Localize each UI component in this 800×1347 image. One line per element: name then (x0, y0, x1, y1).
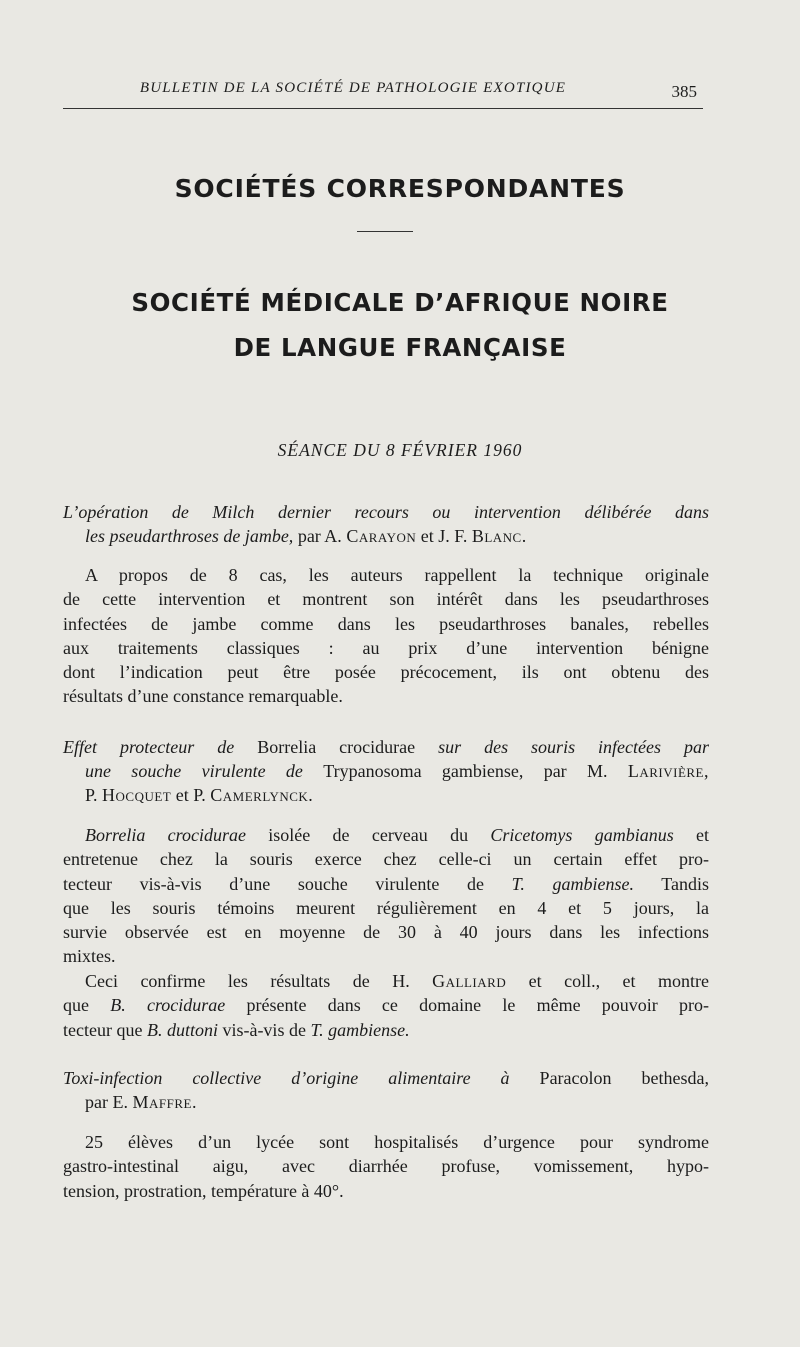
article-3-title (63, 1066, 709, 1114)
author-name: Hocquet (102, 785, 172, 805)
title-rule (357, 231, 413, 232)
author-name: Maffre. (132, 1092, 197, 1112)
body-line: 25 élèves d’un lycée sont hospitalisés d’urgence pour syndrome (85, 1132, 709, 1152)
body-line: gastro-intestinal aigu, avec diarrhée profuse, vomissement, hypo- (63, 1156, 709, 1177)
article-2-body-paragraph-2 (63, 969, 709, 1042)
article-2-title-line-3: P. Hocquet et P. Camerlynck. (85, 785, 314, 805)
body-line: Ceci confirme les résultats de H. Galliard et coll., et montre (85, 971, 709, 991)
body-line: de cette intervention et montrent son intérêt dans les pseudarthroses (63, 589, 709, 610)
article-2-title-line-2: une souche virulente de Trypanosoma gambiense, par M. Larivière, (85, 761, 709, 781)
article-3-title-line-2: par E. Maffre. (85, 1092, 197, 1112)
article-2-title-line-1: Effet protecteur de Borrelia crocidurae sur des souris infectées par (63, 737, 709, 757)
body-line: infectées de jambe comme dans les pseudarthroses banales, rebelles (63, 613, 709, 634)
body-line: que les souris témoins meurent régulièrement en 4 et 5 jours, la (63, 897, 709, 918)
author-name: Galliard (432, 971, 507, 991)
article-2-body-paragraph-1 (63, 823, 709, 969)
body-line: mixtes. (63, 946, 116, 967)
article-1-title (63, 500, 709, 548)
body-line: tension, prostration, température à 40°. (63, 1180, 344, 1201)
session-heading: SÉANCE DU 8 FÉVRIER 1960 (277, 440, 523, 460)
article-1-title-line-2: les pseudarthroses de jambe, par A. Carayon et J. F. Blanc. (85, 526, 527, 546)
running-header (63, 78, 703, 109)
article-1-title-line-1: L’opération de Milch dernier recours ou intervention délibérée dans (63, 502, 709, 522)
author-name: Blanc. (471, 526, 527, 546)
society-title-line-2: DE LANGUE FRANÇAISE (233, 333, 567, 362)
author-name: Carayon (346, 526, 417, 546)
body-line: tecteur vis-à-vis d’une souche virulente de T. gambiense. Tandis (63, 873, 709, 894)
running-title: BULLETIN DE LA SOCIÉTÉ DE PATHOLOGIE EXOTIQUE (139, 80, 567, 96)
body-line: entretenue chez la souris exerce chez celle-ci un certain effet pro- (63, 849, 709, 870)
article-3-title-line-1: Toxi-infection collective d’origine alimentaire à Paracolon bethesda, (63, 1068, 709, 1088)
article-3-body (63, 1130, 709, 1203)
body-line: dont l’indication peut être posée précocement, ils ont obtenu des (63, 662, 709, 683)
section-title: SOCIÉTÉS CORRESPONDANTES (174, 174, 626, 203)
author-name: Camerlynck. (210, 785, 314, 805)
body-line: survie observée est en moyenne de 30 à 40 jours dans les infections (63, 922, 709, 943)
article-2-title (63, 735, 709, 807)
body-line: tecteur que B. duttoni vis-à-vis de T. gambiense. (63, 1019, 410, 1040)
page-number: 385 (671, 82, 697, 101)
body-line: A propos de 8 cas, les auteurs rappellent la technique originale (85, 565, 709, 585)
body-line: aux traitements classiques : au prix d’une intervention bénigne (63, 637, 709, 658)
body-line: résultats d’une constance remarquable. (63, 686, 343, 707)
society-title-line-1: SOCIÉTÉ MÉDICALE D’AFRIQUE NOIRE (131, 288, 669, 317)
body-line: que B. crocidurae présente dans ce domaine le même pouvoir pro- (63, 995, 709, 1016)
author-name: Larivière, (627, 761, 709, 781)
article-1-body (63, 563, 709, 709)
body-line: Borrelia crocidurae isolée de cerveau du Cricetomys gambianus et (85, 825, 709, 845)
